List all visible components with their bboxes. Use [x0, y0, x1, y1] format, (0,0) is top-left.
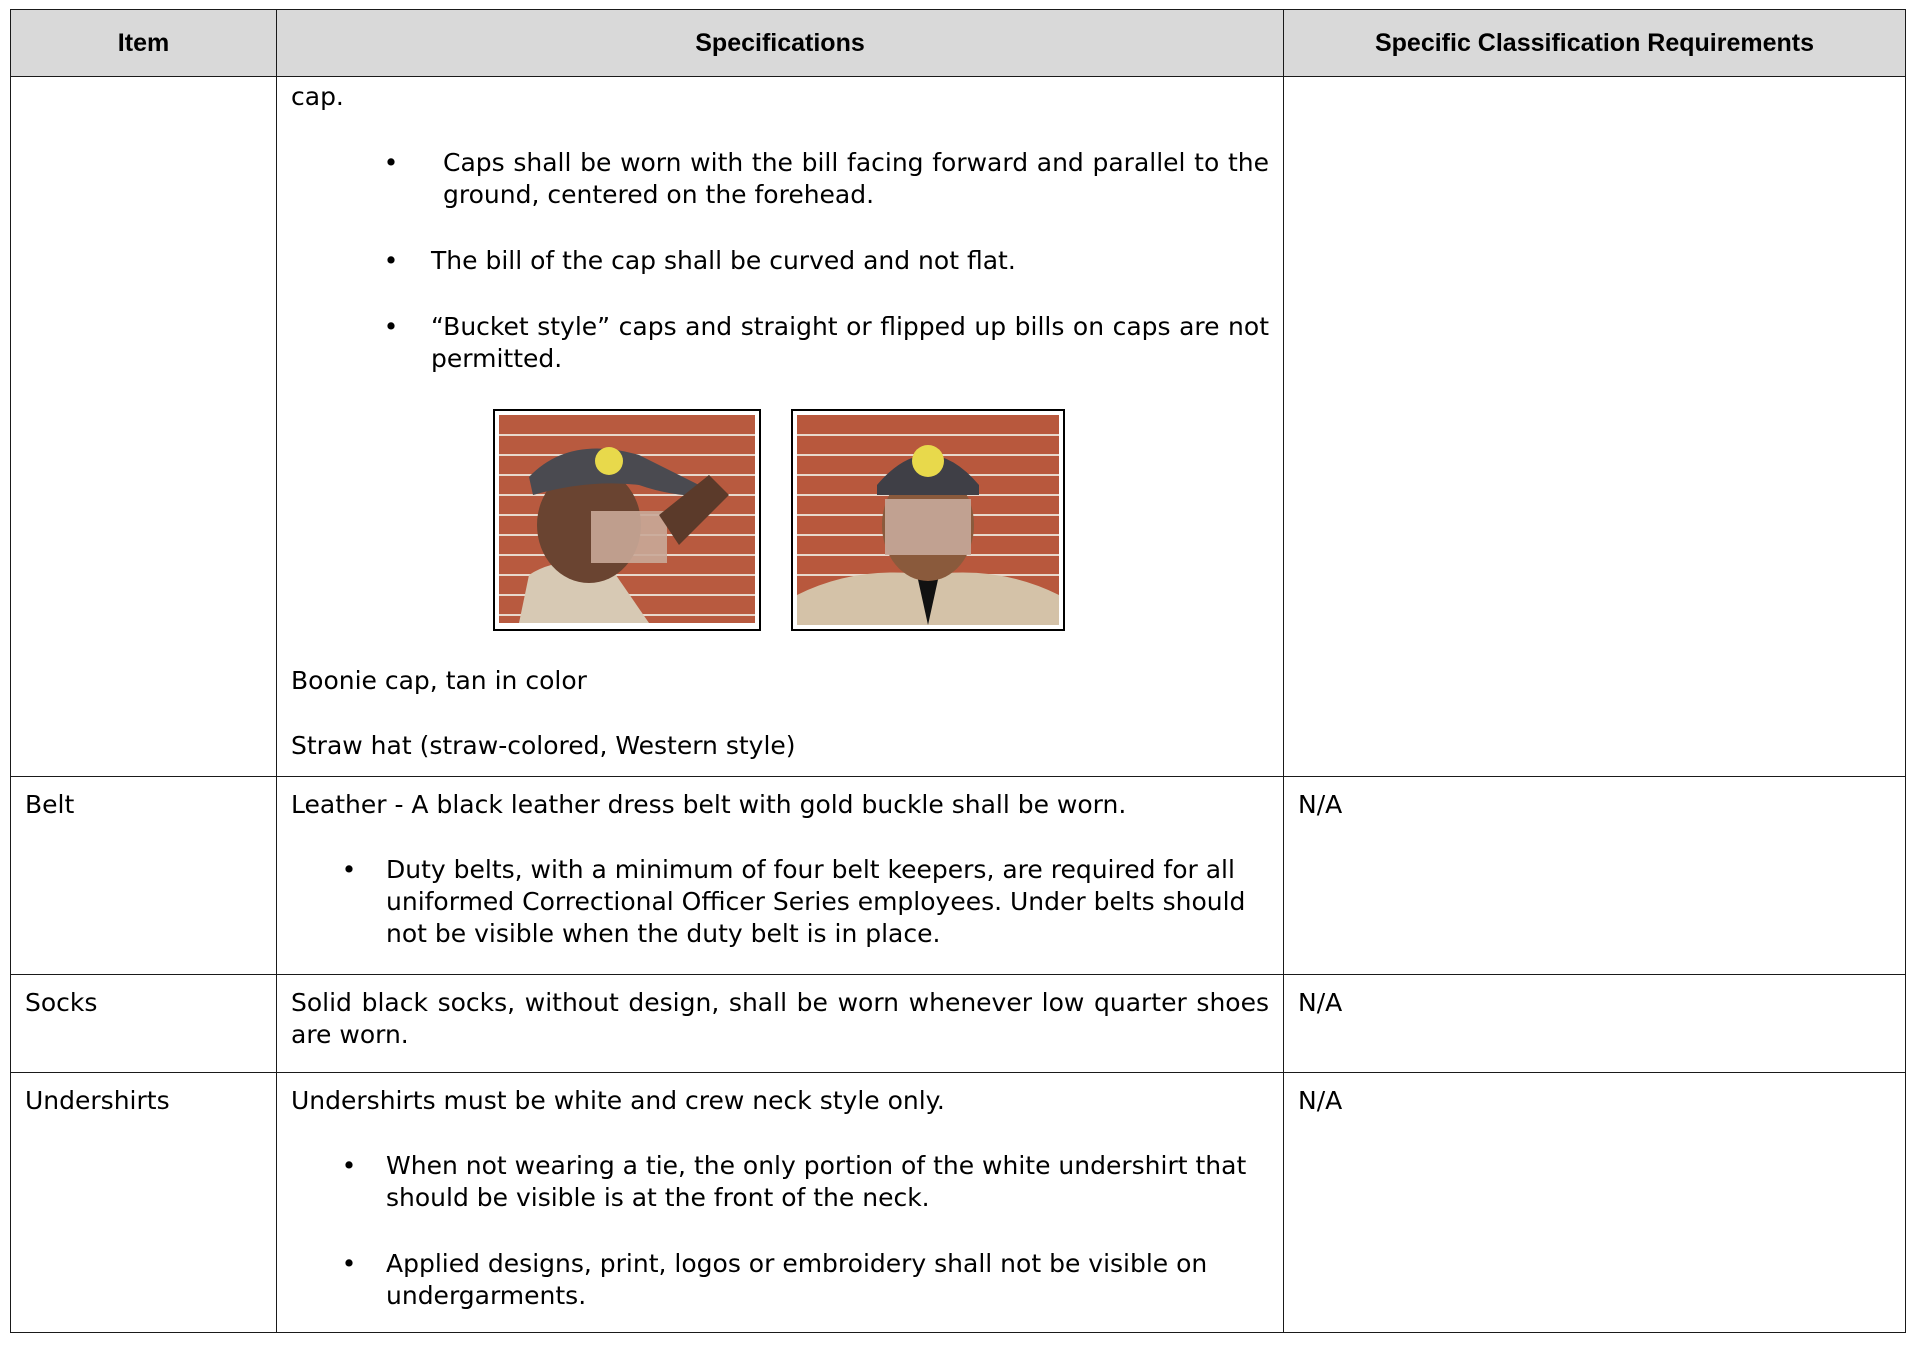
item-cell-undershirts: Undershirts [11, 1073, 277, 1333]
bullet-icon: • [341, 1151, 357, 1180]
spec-cell-belt [277, 777, 1284, 975]
spec-cell-caps [277, 77, 1284, 777]
bullet-icon: • [341, 855, 357, 884]
list-item [291, 1150, 1269, 1214]
item-cell-caps [11, 77, 277, 777]
socks-text: Solid black socks, without design, shall be worn whenever low quarter shoes are worn. [291, 988, 1269, 1049]
header-item: Item [11, 10, 277, 77]
caps-bullet-text: The bill of the cap shall be curved and not flat. [431, 246, 1016, 275]
table-row-undershirts [11, 1073, 1906, 1333]
req-cell-socks: N/A [1284, 975, 1906, 1073]
caps-bullet-list [291, 147, 1269, 375]
table-row-caps [11, 77, 1906, 777]
req-cell-belt: N/A [1284, 777, 1906, 975]
spec-cell-socks [277, 975, 1284, 1073]
list-item [291, 311, 1269, 375]
item-cell-belt: Belt [11, 777, 277, 975]
bullet-icon: • [383, 312, 399, 341]
undershirts-bullet-text: Applied designs, print, logos or embroidery shall not be visible on undergarments. [386, 1249, 1208, 1310]
cap-photo-front [791, 409, 1065, 631]
undershirts-bullet-text: When not wearing a tie, the only portion of the white undershirt that should be visible is at the front of the neck. [386, 1151, 1247, 1212]
bullet-icon: • [383, 148, 399, 177]
bullet-icon: • [341, 1249, 357, 1278]
table-row-belt [11, 777, 1906, 975]
belt-intro-text: Leather - A black leather dress belt with gold buckle shall be worn. [291, 790, 1127, 819]
req-cell-caps [1284, 77, 1906, 777]
list-item [291, 1248, 1269, 1312]
uniform-spec-table [10, 9, 1906, 1333]
boonie-cap-text: Boonie cap, tan in color [291, 666, 587, 695]
list-item [291, 147, 1269, 211]
cap-photos [493, 409, 1269, 631]
cap-profile-image [499, 415, 755, 623]
belt-bullet-text: Duty belts, with a minimum of four belt keepers, are required for all uniformed Correctional Officer Series employees. Under belts should not be visible when the duty belt is in place. [386, 855, 1246, 948]
caps-intro-text: cap. [291, 82, 344, 111]
table-header-row [11, 10, 1906, 77]
straw-hat-text: Straw hat (straw-colored, Western style) [291, 731, 796, 760]
header-specifications: Specifications [277, 10, 1284, 77]
list-item [291, 854, 1269, 950]
belt-bullet-list [291, 854, 1269, 950]
undershirts-bullet-list [291, 1150, 1269, 1312]
item-cell-socks: Socks [11, 975, 277, 1073]
header-requirements: Specific Classification Requirements [1284, 10, 1906, 77]
table-row-socks [11, 975, 1906, 1073]
cap-photo-profile [493, 409, 761, 631]
spec-cell-undershirts [277, 1073, 1284, 1333]
caps-bullet-text: Caps shall be worn with the bill facing forward and parallel to the ground, centered on the forehead. [443, 148, 1269, 209]
list-item [291, 245, 1269, 277]
caps-bullet-text: “Bucket style” caps and straight or flipped up bills on caps are not permitted. [431, 312, 1269, 373]
undershirts-intro-text: Undershirts must be white and crew neck style only. [291, 1086, 945, 1115]
cap-front-image [797, 415, 1059, 625]
req-cell-undershirts: N/A [1284, 1073, 1906, 1333]
bullet-icon: • [383, 246, 399, 275]
